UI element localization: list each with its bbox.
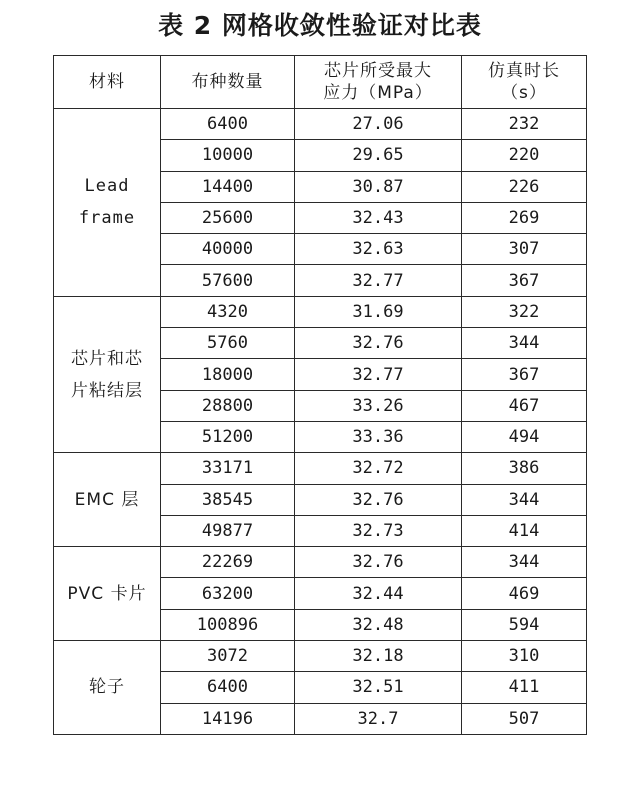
mesh-count-cell: 22269	[161, 547, 295, 578]
max-stress-cell: 32.76	[295, 484, 462, 515]
header-material: 材料	[54, 56, 161, 109]
sim-time-cell: 467	[462, 390, 587, 421]
mesh-count-cell: 38545	[161, 484, 295, 515]
table-row	[54, 109, 587, 140]
mesh-count-cell: 25600	[161, 202, 295, 233]
sim-time-cell: 344	[462, 547, 587, 578]
sim-time-cell: 507	[462, 703, 587, 734]
max-stress-cell: 27.06	[295, 109, 462, 140]
sim-time-cell: 469	[462, 578, 587, 609]
max-stress-cell: 32.76	[295, 547, 462, 578]
mesh-count-cell: 6400	[161, 109, 295, 140]
table-row	[54, 547, 587, 578]
sim-time-cell: 232	[462, 109, 587, 140]
sim-time-cell: 367	[462, 359, 587, 390]
max-stress-cell: 32.18	[295, 641, 462, 672]
mesh-count-cell: 57600	[161, 265, 295, 296]
mesh-count-cell: 5760	[161, 328, 295, 359]
header-sim-time: 仿真时长 （s）	[462, 56, 587, 109]
sim-time-cell: 344	[462, 328, 587, 359]
convergence-table	[53, 55, 587, 735]
mesh-count-cell: 40000	[161, 234, 295, 265]
mesh-count-cell: 14400	[161, 171, 295, 202]
sim-time-cell: 344	[462, 484, 587, 515]
header-mesh-count: 布种数量	[161, 56, 295, 109]
mesh-count-cell: 6400	[161, 672, 295, 703]
max-stress-cell: 32.44	[295, 578, 462, 609]
mesh-count-cell: 10000	[161, 140, 295, 171]
sim-time-cell: 269	[462, 202, 587, 233]
max-stress-cell: 31.69	[295, 296, 462, 327]
sim-time-cell: 594	[462, 609, 587, 640]
material-cell: 轮子	[54, 641, 161, 735]
sim-time-cell: 411	[462, 672, 587, 703]
mesh-count-cell: 63200	[161, 578, 295, 609]
sim-time-cell: 494	[462, 421, 587, 452]
max-stress-cell: 32.63	[295, 234, 462, 265]
mesh-count-cell: 14196	[161, 703, 295, 734]
material-cell: 芯片和芯 片粘结层	[54, 296, 161, 452]
max-stress-cell: 32.77	[295, 265, 462, 296]
max-stress-cell: 32.72	[295, 453, 462, 484]
sim-time-cell: 322	[462, 296, 587, 327]
max-stress-cell: 29.65	[295, 140, 462, 171]
sim-time-cell: 310	[462, 641, 587, 672]
table-row	[54, 296, 587, 327]
max-stress-cell: 33.26	[295, 390, 462, 421]
sim-time-cell: 367	[462, 265, 587, 296]
sim-time-cell: 414	[462, 515, 587, 546]
table-title: 表 2 网格收敛性验证对比表	[158, 11, 482, 40]
mesh-count-cell: 3072	[161, 641, 295, 672]
max-stress-cell: 32.43	[295, 202, 462, 233]
mesh-count-cell: 4320	[161, 296, 295, 327]
material-cell: EMC 层	[54, 453, 161, 547]
sim-time-cell: 220	[462, 140, 587, 171]
table-body	[54, 109, 587, 735]
max-stress-cell: 32.7	[295, 703, 462, 734]
sim-time-cell: 386	[462, 453, 587, 484]
material-cell: PVC 卡片	[54, 547, 161, 641]
max-stress-cell: 32.73	[295, 515, 462, 546]
table-row	[54, 453, 587, 484]
max-stress-cell: 32.48	[295, 609, 462, 640]
max-stress-cell: 32.51	[295, 672, 462, 703]
table-header	[54, 56, 587, 109]
mesh-count-cell: 51200	[161, 421, 295, 452]
sim-time-cell: 307	[462, 234, 587, 265]
max-stress-cell: 33.36	[295, 421, 462, 452]
max-stress-cell: 32.76	[295, 328, 462, 359]
mesh-count-cell: 49877	[161, 515, 295, 546]
header-row	[54, 56, 587, 109]
mesh-count-cell: 28800	[161, 390, 295, 421]
header-max-stress: 芯片所受最大 应力（MPa）	[295, 56, 462, 109]
max-stress-cell: 30.87	[295, 171, 462, 202]
sim-time-cell: 226	[462, 171, 587, 202]
mesh-count-cell: 100896	[161, 609, 295, 640]
material-cell: Lead frame	[54, 109, 161, 297]
mesh-count-cell: 18000	[161, 359, 295, 390]
mesh-count-cell: 33171	[161, 453, 295, 484]
max-stress-cell: 32.77	[295, 359, 462, 390]
table-row	[54, 641, 587, 672]
